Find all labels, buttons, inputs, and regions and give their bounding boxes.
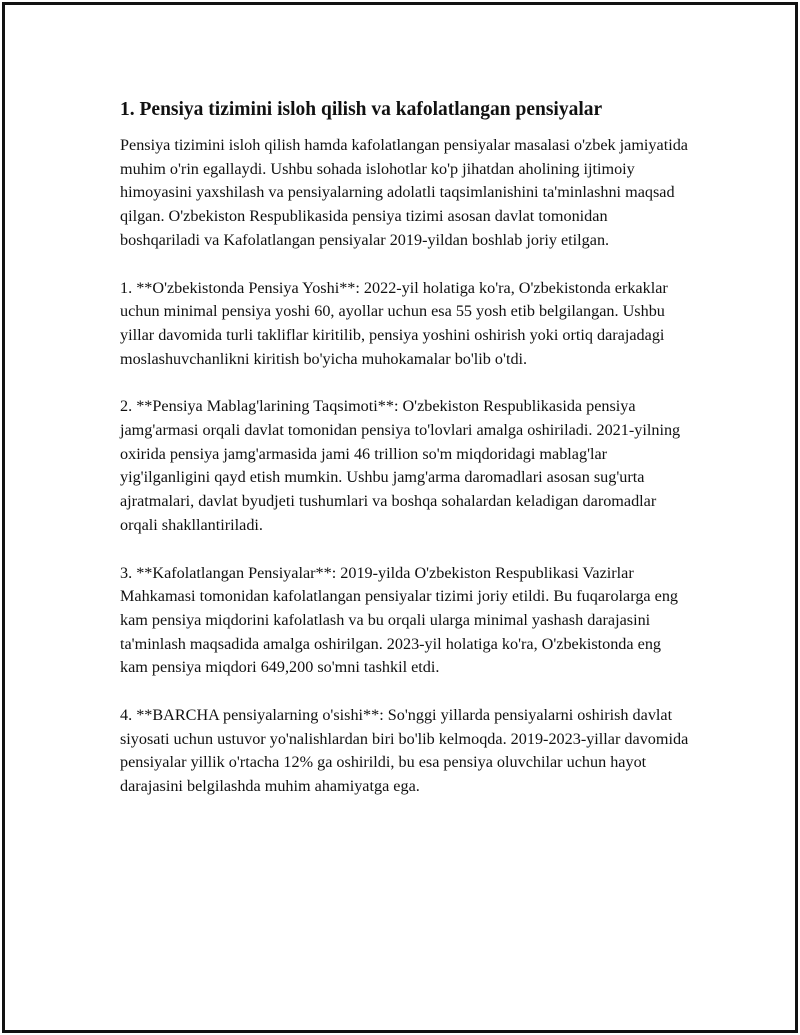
list-item-fund-distribution: 2. **Pensiya Mablag'larining Taqsimoti**: O'zbekiston Respublikasida pensiya jamg'armasi orqali davlat tomonidan pensiya to'lovlari amalga oshiriladi. 2021-yilning oxirida pensiya jamg'armasida jami 46 trillion so'm miqdoridagi mablag'lar yig'ilganligini qayd etish mumkin. Ushbu jamg'arma daromadlari asosan sug'urta ajratmalari, davlat byudjeti tushumlari va boshqa sohalardan keladigan daromadlar orqali shakllantiriladi. <box>120 397 681 534</box>
document-body <box>120 97 690 799</box>
list-item-pension-growth: 4. **BARCHA pensiyalarning o'sishi**: So'nggi yillarda pensiyalarni oshirish davlat siyosati uchun ustuvor yo'nalishlardan biri bo'lib kelmoqda. 2019-2023-yillar davomida pensiyalar yillik o'rtacha 12% ga oshirildi, bu esa pensiya oluvchilar uchun hayot darajasini belgilashda muhim ahamiyatga ega. <box>120 706 689 796</box>
intro-paragraph: Pensiya tizimini isloh qilish hamda kafolatlangan pensiyalar masalasi o'zbek jamiyatida muhim o'rin egallaydi. Ushbu sohada islohotlar ko'p jihatdan aholining ijtimoiy himoyasini yaxshilash va pensiyalarning adolatli taqsimlanishini ta'minlashni maqsad qilgan. O'zbekiston Respublikasida pensiya tizimi asosan davlat tomonidan boshqariladi va Kafolatlangan pensiyalar 2019-yildan boshlab joriy etilgan. <box>120 136 688 249</box>
list-item-guaranteed-pensions: 3. **Kafolatlangan Pensiyalar**: 2019-yilda O'zbekiston Respublikasi Vazirlar Mahkamasi tomonidan kafolatlangan pensiyalar tizimi joriy etildi. Bu fuqarolarga eng kam pensiya miqdorini kafolatlash va bu orqali ularga minimal yashash darajasini ta'minlash maqsadida amalga oshirilgan. 2023-yil holatiga ko'ra, O'zbekistonda eng kam pensiya miqdori 649,200 so'mni tashkil etdi. <box>120 563 679 677</box>
page-title: 1. Pensiya tizimini isloh qilish va kafolatlangan pensiyalar <box>120 99 603 120</box>
list-item-pension-age: 1. **O'zbekistonda Pensiya Yoshi**: 2022-yil holatiga ko'ra, O'zbekistonda erkaklar uchun minimal pensiya yoshi 60, ayollar uchun esa 55 yosh etib belgilangan. Ushbu yillar davomida turli takliflar kiritilib, pensiya yoshini oshirish yoki ortiq darajadagi moslashuvchanlikni kiritish bo'yicha muhokamalar bo'lib o'tdi. <box>120 278 668 368</box>
document-page <box>2 2 798 1033</box>
